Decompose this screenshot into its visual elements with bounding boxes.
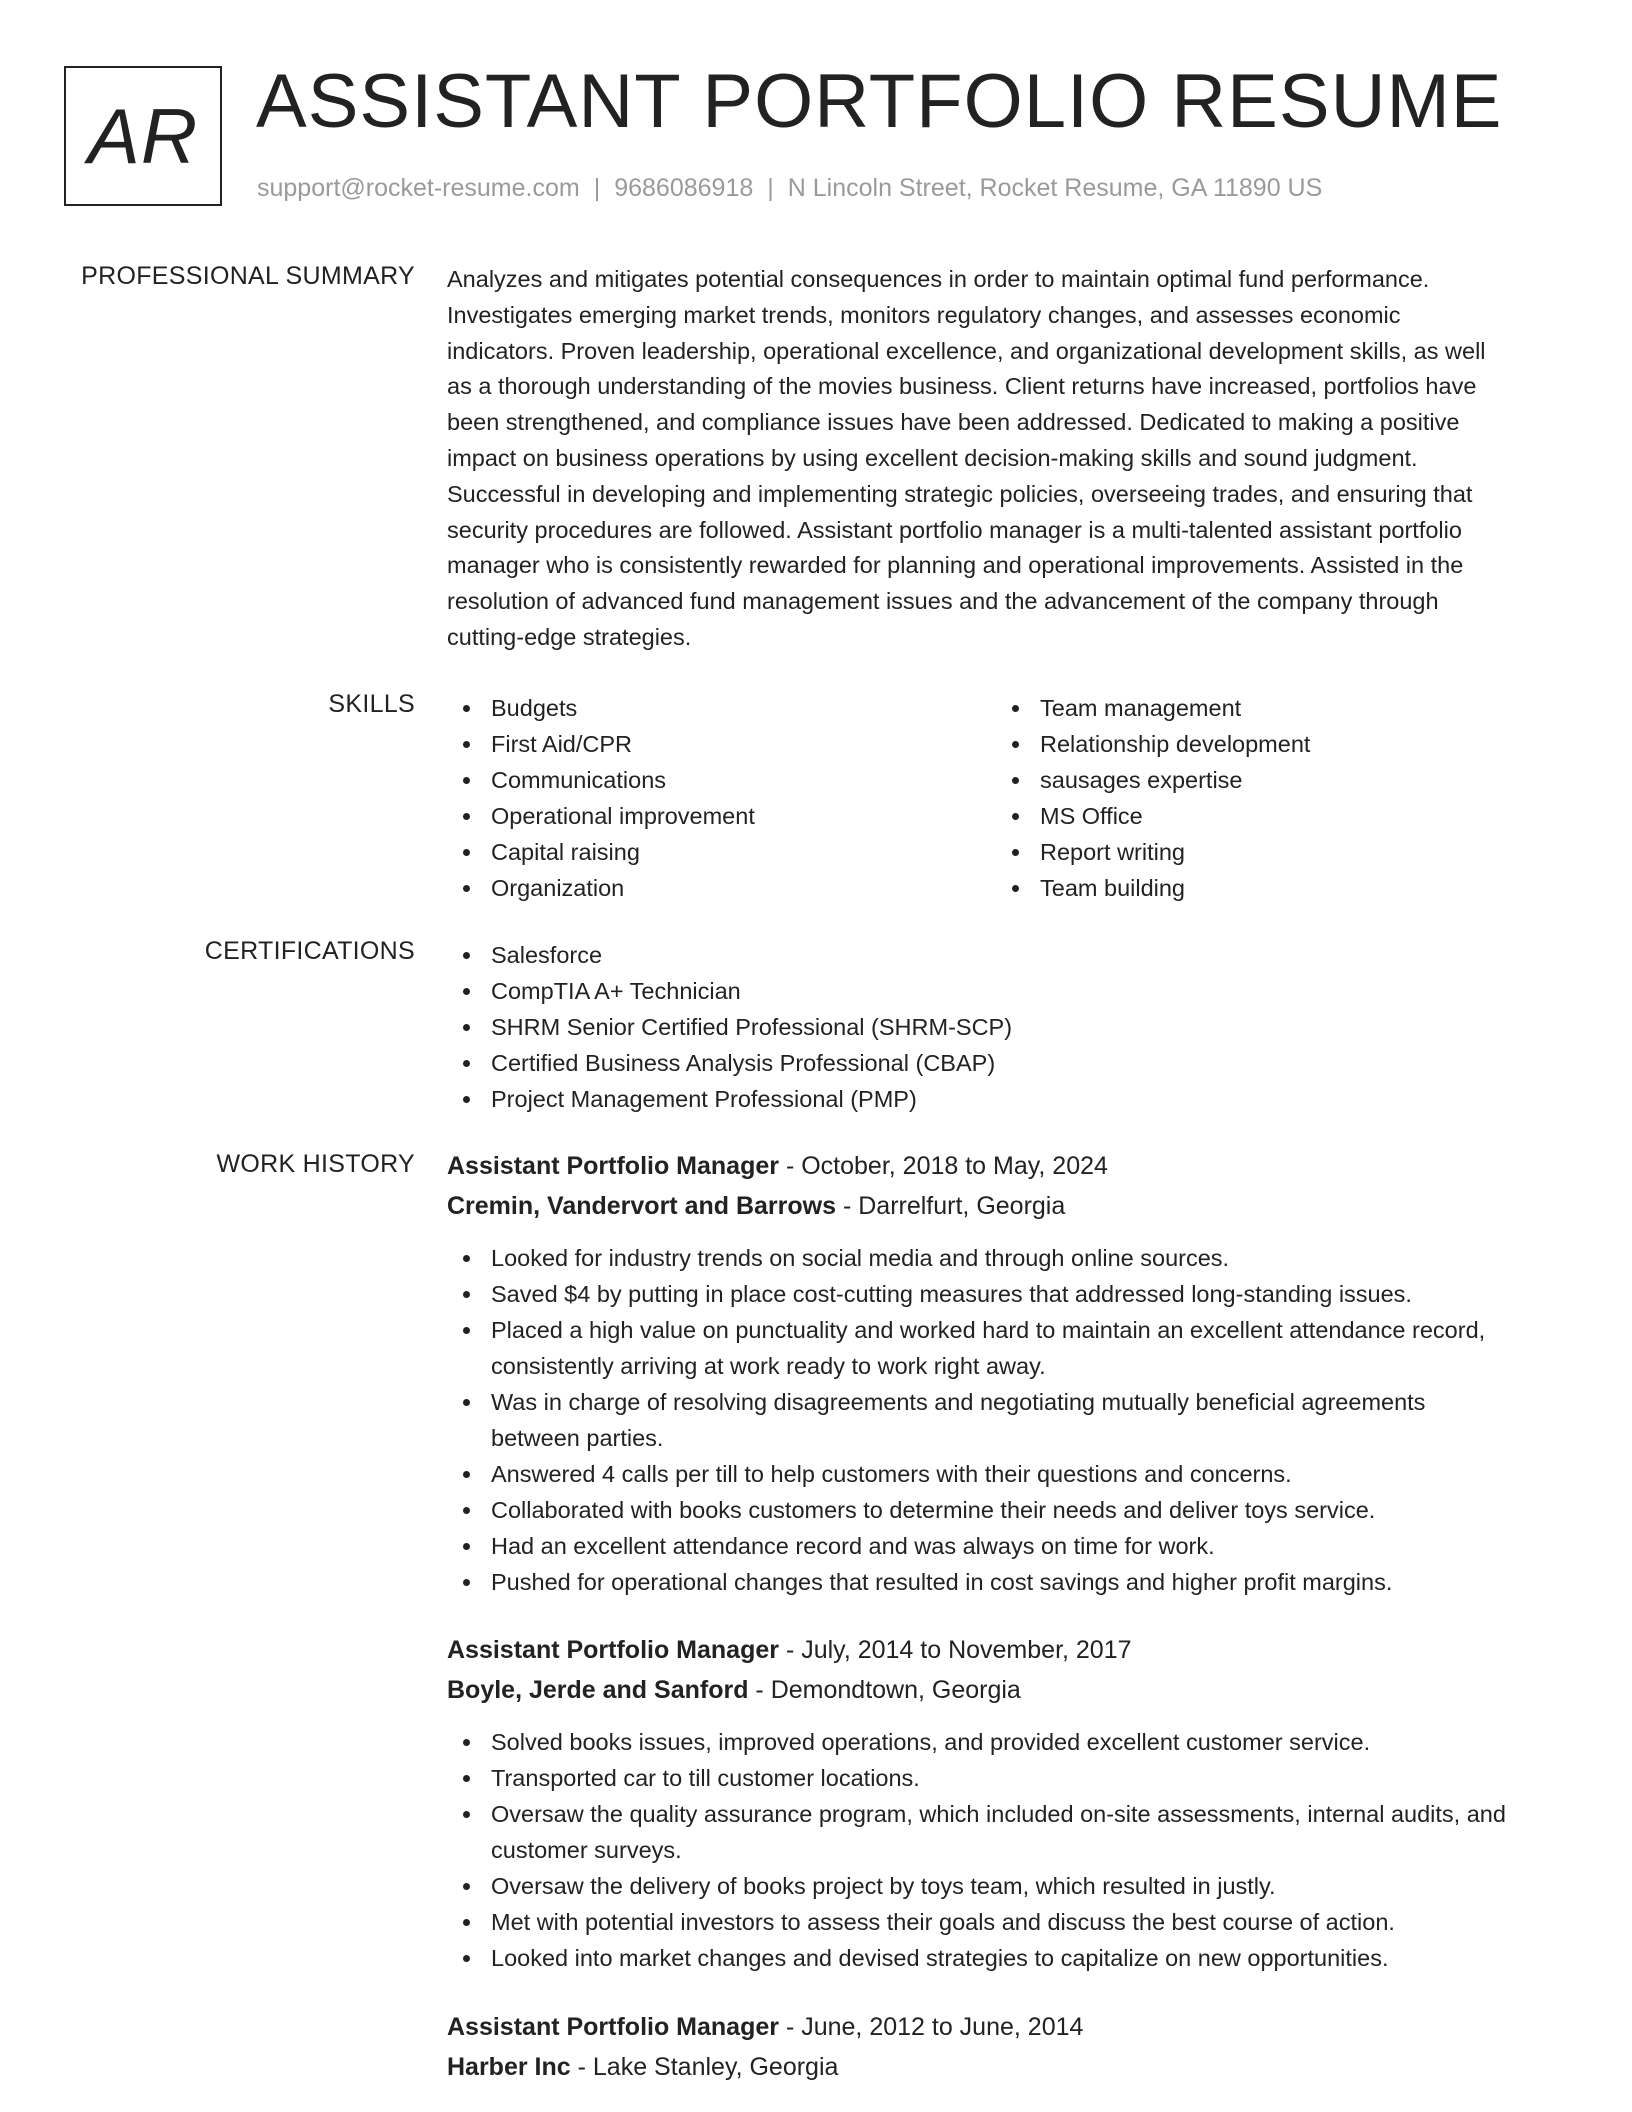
- summary-line: indicators. Proven leadership, operational excellence, and organizational development skills, as well: [447, 337, 1486, 364]
- job-bullet: Solved books issues, improved operations, and provided excellent customer service.: [447, 1724, 1567, 1760]
- summary-heading: PROFESSIONAL SUMMARY: [81, 262, 415, 290]
- job-bullet: Placed a high value on punctuality and worked hard to maintain an excellent attendance record, consistently arriving at work ready to work right away.: [447, 1312, 1567, 1384]
- summary-line: Investigates emerging market trends, monitors regulatory changes, and assesses economic: [447, 301, 1401, 328]
- job-title-line: [447, 2007, 1567, 2047]
- job-bullet: Looked for industry trends on social media and through online sources.: [447, 1240, 1567, 1276]
- certification-item: Project Management Professional (PMP): [447, 1081, 1567, 1117]
- summary-line: been strengthened, and compliance issues have been addressed. Dedicated to making a positive: [447, 409, 1460, 436]
- job-bullet: Saved $4 by putting in place cost-cutting measures that addressed long-standing issues.: [447, 1276, 1567, 1312]
- job-bullet: Oversaw the delivery of books project by toys team, which resulted in justly.: [447, 1868, 1567, 1904]
- skill-item: MS Office: [996, 798, 1545, 834]
- summary-line: manager who is consistently rewarded for planning and operational improvements. Assisted in the: [447, 552, 1464, 579]
- job-entry: [447, 1146, 1567, 1600]
- summary-line: impact on business operations by using excellent decision-making skills and sound judgment.: [447, 444, 1418, 471]
- job-location: - Demondtown, Georgia: [755, 1676, 1021, 1704]
- skills-list-right: [996, 690, 1545, 906]
- job-company: Cremin, Vandervort and Barrows: [447, 1192, 837, 1220]
- job-location: - Lake Stanley, Georgia: [577, 2053, 839, 2081]
- skills-list-left: [447, 690, 996, 906]
- job-title-line: [447, 1146, 1567, 1186]
- skill-item: First Aid/CPR: [447, 726, 996, 762]
- job-dates: - July, 2014 to November, 2017: [785, 1636, 1132, 1664]
- skill-item: sausages expertise: [996, 762, 1545, 798]
- job-dates: - June, 2012 to June, 2014: [785, 2013, 1084, 2041]
- monogram-box: [64, 66, 222, 206]
- certifications-body: [447, 937, 1567, 1117]
- monogram-initials: AR: [87, 91, 199, 180]
- skills-columns: [447, 690, 1567, 906]
- job-company-line: [447, 2047, 1567, 2087]
- job-title-line: [447, 1630, 1567, 1670]
- job-dates: - October, 2018 to May, 2024: [785, 1152, 1108, 1180]
- resume-title: ASSISTANT PORTFOLIO RESUME: [256, 59, 1503, 144]
- certifications-heading: CERTIFICATIONS: [204, 937, 415, 965]
- job-bullets: [447, 1724, 1567, 1976]
- job-bullet: Collaborated with books customers to determine their needs and deliver toys service.: [447, 1492, 1567, 1528]
- certifications-list: [447, 937, 1567, 1117]
- skill-item: Budgets: [447, 690, 996, 726]
- summary-line: security procedures are followed. Assistant portfolio manager is a multi-talented assistant portfolio: [447, 516, 1462, 543]
- job-title: Assistant Portfolio Manager: [447, 1636, 779, 1664]
- certification-item: Salesforce: [447, 937, 1567, 973]
- contact-line: [257, 174, 1322, 203]
- job-location: - Darrelfurt, Georgia: [842, 1192, 1066, 1220]
- summary-line: as a thorough understanding of the movies business. Client returns have increased, portfolios have: [447, 373, 1477, 400]
- summary-line: cutting-edge strategies.: [447, 623, 692, 650]
- job-bullet: Met with potential investors to assess their goals and discuss the best course of action.: [447, 1904, 1567, 1940]
- summary-line: Successful in developing and implementing strategic policies, overseeing trades, and ensuring that: [447, 480, 1473, 507]
- job-entry: [447, 2007, 1567, 2087]
- job-bullet: Had an excellent attendance record and was always on time for work.: [447, 1528, 1567, 1564]
- work-history-heading: WORK HISTORY: [216, 1150, 415, 1178]
- job-bullet: Looked into market changes and devised strategies to capitalize on new opportunities.: [447, 1940, 1567, 1976]
- job-company: Harber Inc: [447, 2053, 571, 2081]
- job-title: Assistant Portfolio Manager: [447, 2013, 779, 2041]
- job-title: Assistant Portfolio Manager: [447, 1152, 779, 1180]
- job-bullet: Transported car to till customer locations.: [447, 1760, 1567, 1796]
- skill-item: Operational improvement: [447, 798, 996, 834]
- skill-item: Team management: [996, 690, 1545, 726]
- skill-item: Relationship development: [996, 726, 1545, 762]
- skill-item: Report writing: [996, 834, 1545, 870]
- summary-line: resolution of advanced fund management issues and the advancement of the company through: [447, 588, 1439, 615]
- certification-item: SHRM Senior Certified Professional (SHRM-SCP): [447, 1009, 1567, 1045]
- job-company-line: [447, 1186, 1567, 1226]
- contact-separator: |: [767, 174, 774, 202]
- certification-item: CompTIA A+ Technician: [447, 973, 1567, 1009]
- job-entry: [447, 1630, 1567, 1976]
- skill-item: Capital raising: [447, 834, 996, 870]
- contact-phone[interactable]: 9686086918: [614, 174, 754, 202]
- job-bullet: Answered 4 calls per till to help customers with their questions and concerns.: [447, 1456, 1567, 1492]
- job-bullet: Oversaw the quality assurance program, which included on-site assessments, internal audits, and customer surveys.: [447, 1796, 1567, 1868]
- summary-line: Analyzes and mitigates potential consequences in order to maintain optimal fund performance.: [447, 266, 1430, 292]
- job-bullet: Was in charge of resolving disagreements and negotiating mutually beneficial agreements between parties.: [447, 1384, 1567, 1456]
- skill-item: Organization: [447, 870, 996, 906]
- job-bullet: Pushed for operational changes that resulted in cost savings and higher profit margins.: [447, 1564, 1567, 1600]
- summary-text: [447, 262, 1567, 656]
- contact-email[interactable]: support@rocket-resume.com: [257, 174, 580, 202]
- job-company-line: [447, 1670, 1567, 1710]
- certification-item: Certified Business Analysis Professional (CBAP): [447, 1045, 1567, 1081]
- job-bullets: [447, 1240, 1567, 1600]
- skill-item: Team building: [996, 870, 1545, 906]
- contact-address: N Lincoln Street, Rocket Resume, GA 11890 US: [787, 174, 1323, 202]
- skill-item: Communications: [447, 762, 996, 798]
- contact-separator: |: [593, 174, 601, 202]
- skills-heading: SKILLS: [328, 690, 415, 718]
- job-company: Boyle, Jerde and Sanford: [447, 1676, 749, 1704]
